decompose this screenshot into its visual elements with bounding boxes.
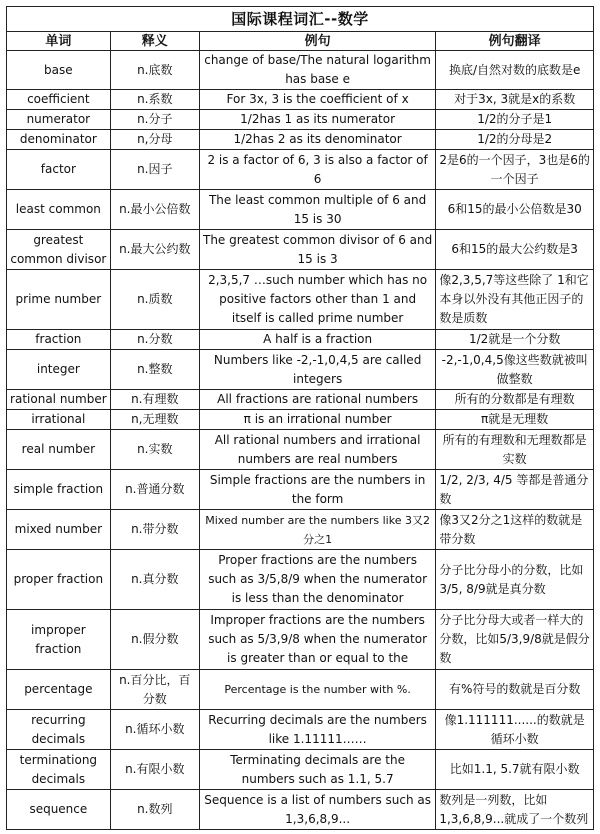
table-row — [7, 51, 594, 90]
translation-cell: 数列是一列数，比如1,3,6,8,9...就成了一个数列 — [436, 790, 594, 830]
table-title: 国际课程词汇--数学 — [7, 7, 594, 32]
example-cell: Numbers like -2,-1,0,4,5 are called integers — [199, 350, 435, 390]
translation-cell: 分子比分母小的分数，比如3/5, 8/9就是真分数 — [436, 550, 594, 610]
translation-cell: 换底/自然对数的底数是e — [436, 51, 594, 90]
example-cell: Simple fractions are the numbers in the form — [199, 470, 435, 510]
table-row — [7, 110, 594, 130]
word-cell: coefficient — [7, 90, 111, 110]
example-cell: A half is a fraction — [199, 330, 435, 350]
meaning-cell: n.假分数 — [110, 610, 199, 670]
example-cell: Recurring decimals are the numbers like 1.11111…… — [199, 710, 435, 750]
table-row — [7, 190, 594, 230]
example-cell: 2 is a factor of 6, 3 is also a factor of 6 — [199, 150, 435, 190]
table-row — [7, 670, 594, 710]
example-cell: change of base/The natural logarithm has base e — [199, 51, 435, 90]
table-row — [7, 470, 594, 510]
example-cell: Proper fractions are the numbers such as 3/5,8/9 when the numerator is less than the denominator — [199, 550, 435, 610]
meaning-cell: n.数列 — [110, 790, 199, 830]
header-example: 例句 — [199, 32, 435, 51]
meaning-cell: n.实数 — [110, 430, 199, 470]
example-cell: All fractions are rational numbers — [199, 390, 435, 410]
translation-cell: 对于3x, 3就是x的系数 — [436, 90, 594, 110]
vocabulary-table — [6, 6, 594, 830]
meaning-cell: n,无理数 — [110, 410, 199, 430]
example-cell: Sequence is a list of numbers such as 1,3,6,8,9... — [199, 790, 435, 830]
word-cell: percentage — [7, 670, 111, 710]
meaning-cell: n.质数 — [110, 270, 199, 330]
table-row — [7, 510, 594, 550]
word-cell: proper fraction — [7, 550, 111, 610]
meaning-cell: n,分母 — [110, 130, 199, 150]
table-row — [7, 90, 594, 110]
table-row — [7, 410, 594, 430]
example-cell: Terminating decimals are the numbers such as 1.1, 5.7 — [199, 750, 435, 790]
meaning-cell: n.因子 — [110, 150, 199, 190]
table-row — [7, 430, 594, 470]
translation-cell: 有%符号的数就是百分数 — [436, 670, 594, 710]
header-translation: 例句翻译 — [436, 32, 594, 51]
meaning-cell: n.真分数 — [110, 550, 199, 610]
meaning-cell: n.有理数 — [110, 390, 199, 410]
word-cell: recurring decimals — [7, 710, 111, 750]
example-cell: Mixed number are the numbers like 3又2分之1 — [199, 510, 435, 550]
header-row — [7, 32, 594, 51]
table-row — [7, 750, 594, 790]
table-row — [7, 350, 594, 390]
translation-cell: 2是6的一个因子，3也是6的一个因子 — [436, 150, 594, 190]
word-cell: factor — [7, 150, 111, 190]
translation-cell: 1/2, 2/3, 4/5 等都是普通分数 — [436, 470, 594, 510]
example-cell: All rational numbers and irrational numbers are real numbers — [199, 430, 435, 470]
meaning-cell: n.最大公约数 — [110, 230, 199, 270]
translation-cell: 1/2的分子是1 — [436, 110, 594, 130]
translation-cell: 比如1.1, 5.7就有限小数 — [436, 750, 594, 790]
word-cell: numerator — [7, 110, 111, 130]
word-cell: integer — [7, 350, 111, 390]
table-row — [7, 790, 594, 830]
header-meaning: 释义 — [110, 32, 199, 51]
example-cell: 2,3,5,7 …such number which has no positive factors other than 1 and itself is called prime number — [199, 270, 435, 330]
table-row — [7, 130, 594, 150]
translation-cell: 像1.111111......的数就是循环小数 — [436, 710, 594, 750]
word-cell: greatest common divisor — [7, 230, 111, 270]
word-cell: irrational — [7, 410, 111, 430]
example-cell: Percentage is the number with %. — [199, 670, 435, 710]
meaning-cell: n.百分比，百分数 — [110, 670, 199, 710]
example-cell: The greatest common divisor of 6 and 15 is 3 — [199, 230, 435, 270]
word-cell: improper fraction — [7, 610, 111, 670]
meaning-cell: n.有限小数 — [110, 750, 199, 790]
translation-cell: 所有的有理数和无理数都是实数 — [436, 430, 594, 470]
title-row — [7, 7, 594, 32]
meaning-cell: n.分子 — [110, 110, 199, 130]
word-cell: mixed number — [7, 510, 111, 550]
translation-cell: 像3又2分之1这样的数就是带分数 — [436, 510, 594, 550]
meaning-cell: n.分数 — [110, 330, 199, 350]
translation-cell: 像2,3,5,7等这些除了 1和它本身以外没有其他正因子的数是质数 — [436, 270, 594, 330]
word-cell: rational number — [7, 390, 111, 410]
word-cell: least common — [7, 190, 111, 230]
meaning-cell: n.整数 — [110, 350, 199, 390]
table-row — [7, 230, 594, 270]
word-cell: simple fraction — [7, 470, 111, 510]
translation-cell: 1/2的分母是2 — [436, 130, 594, 150]
table-row — [7, 610, 594, 670]
translation-cell: π就是无理数 — [436, 410, 594, 430]
translation-cell: 6和15的最大公约数是3 — [436, 230, 594, 270]
meaning-cell: n.最小公倍数 — [110, 190, 199, 230]
example-cell: 1/2has 1 as its numerator — [199, 110, 435, 130]
table-row — [7, 710, 594, 750]
translation-cell: -2,-1,0,4,5像这些数就被叫做整数 — [436, 350, 594, 390]
meaning-cell: n.系数 — [110, 90, 199, 110]
word-cell: sequence — [7, 790, 111, 830]
meaning-cell: n.循环小数 — [110, 710, 199, 750]
table-row — [7, 270, 594, 330]
example-cell: Improper fractions are the numbers such as 5/3,9/8 when the numerator is greater than or equal to the — [199, 610, 435, 670]
word-cell: real number — [7, 430, 111, 470]
vocabulary-sheet — [6, 6, 594, 830]
example-cell: The least common multiple of 6 and 15 is 30 — [199, 190, 435, 230]
meaning-cell: n.普通分数 — [110, 470, 199, 510]
word-cell: denominator — [7, 130, 111, 150]
header-word: 单词 — [7, 32, 111, 51]
table-row — [7, 150, 594, 190]
translation-cell: 所有的分数都是有理数 — [436, 390, 594, 410]
table-row — [7, 390, 594, 410]
meaning-cell: n.带分数 — [110, 510, 199, 550]
translation-cell: 6和15的最小公倍数是30 — [436, 190, 594, 230]
meaning-cell: n.底数 — [110, 51, 199, 90]
table-row — [7, 330, 594, 350]
example-cell: 1/2has 2 as its denominator — [199, 130, 435, 150]
word-cell: terminationg decimals — [7, 750, 111, 790]
table-row — [7, 550, 594, 610]
example-cell: For 3x, 3 is the coefficient of x — [199, 90, 435, 110]
translation-cell: 分子比分母大或者一样大的分数，比如5/3,9/8就是假分数 — [436, 610, 594, 670]
word-cell: base — [7, 51, 111, 90]
example-cell: π is an irrational number — [199, 410, 435, 430]
word-cell: fraction — [7, 330, 111, 350]
word-cell: prime number — [7, 270, 111, 330]
translation-cell: 1/2就是一个分数 — [436, 330, 594, 350]
